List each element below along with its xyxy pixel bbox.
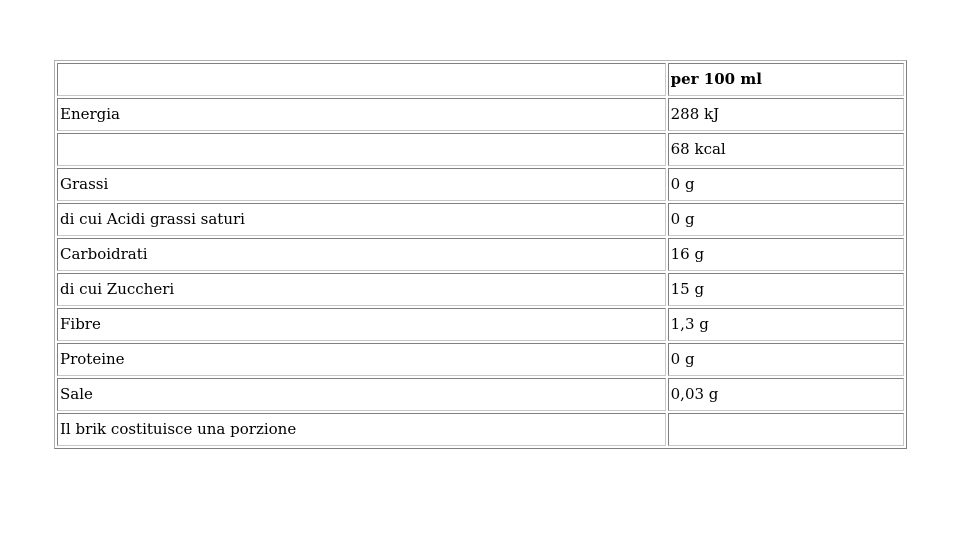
table-row [57,273,904,306]
nutrient-label: di cui Zuccheri [57,273,666,306]
nutrient-value: 1,3 g [668,308,904,341]
header-value-cell: per 100 ml [668,63,904,96]
nutrient-value: 15 g [668,273,904,306]
table-row [57,238,904,271]
nutrient-value: 288 kJ [668,98,904,131]
table-row [57,308,904,341]
nutrient-value: 16 g [668,238,904,271]
table-row [57,378,904,411]
table-row [57,133,904,166]
table-header-row [57,63,904,96]
nutrition-table [54,60,907,449]
nutrient-label: Grassi [57,168,666,201]
nutrient-value: 0 g [668,343,904,376]
nutrient-label [57,133,666,166]
nutrient-label: Energia [57,98,666,131]
table-row [57,413,904,446]
table-row [57,98,904,131]
nutrient-label: Carboidrati [57,238,666,271]
nutrient-value: 0 g [668,168,904,201]
table-row [57,168,904,201]
nutrient-label: Il brik costituisce una porzione [57,413,666,446]
nutrient-value: 0 g [668,203,904,236]
table-row [57,203,904,236]
nutrient-label: di cui Acidi grassi saturi [57,203,666,236]
nutrient-value: 0,03 g [668,378,904,411]
nutrient-value [668,413,904,446]
nutrient-label: Sale [57,378,666,411]
nutrient-label: Fibre [57,308,666,341]
nutrient-value: 68 kcal [668,133,904,166]
table-row [57,343,904,376]
nutrient-label: Proteine [57,343,666,376]
header-label-cell [57,63,666,96]
